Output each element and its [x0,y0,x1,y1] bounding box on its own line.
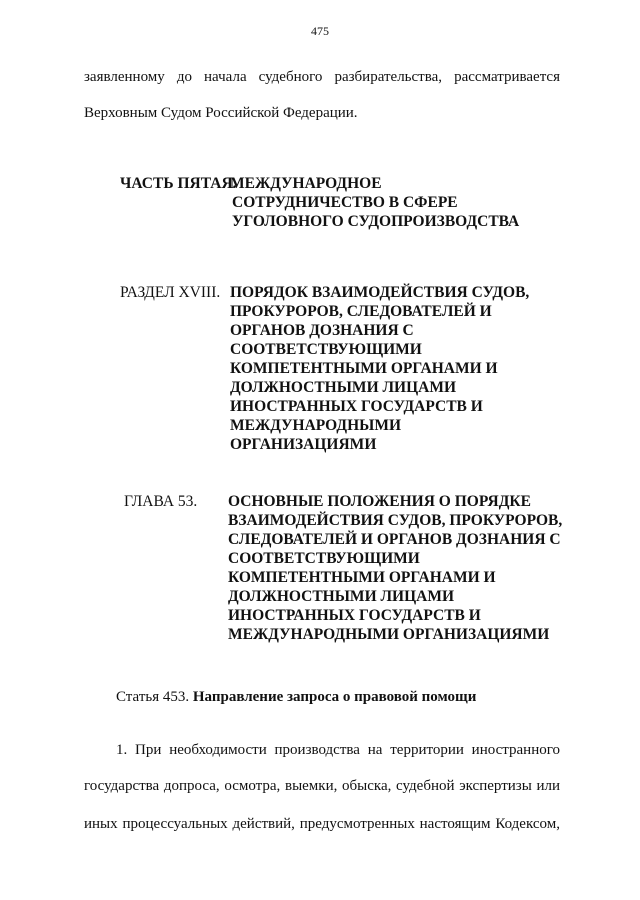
section-title-line: КОМПЕТЕНТНЫМИ ОРГАНАМИ И [230,360,498,377]
chapter-title [228,492,562,644]
chapter-title-line: ДОЛЖНОСТНЫМИ ЛИЦАМИ [228,588,455,605]
article-heading [116,688,476,706]
intro-line-1: заявленному до начала судебного разбирательства, рассматривается [84,69,560,85]
section-title-line: ОРГАНОВ ДОЗНАНИЯ С [230,322,414,339]
page-number: 475 [311,24,329,38]
section-title-line: ИНОСТРАННЫХ ГОСУДАРСТВ И [230,398,483,415]
chapter-label: ГЛАВА 53. [124,493,198,510]
chapter-title-line: СЛЕДОВАТЕЛЕЙ И ОРГАНОВ ДОЗНАНИЯ С [228,531,561,548]
paragraph-line-2: государства допроса, осмотра, выемки, обыска, судебной экспертизы или [84,778,560,794]
section-title-line: МЕЖДУНАРОДНЫМИ [230,417,402,434]
chapter-title-line: ИНОСТРАННЫХ ГОСУДАРСТВ И [228,607,481,624]
chapter-title-line: ОСНОВНЫЕ ПОЛОЖЕНИЯ О ПОРЯДКЕ [228,493,531,510]
chapter-title-line: СООТВЕТСТВУЮЩИМИ [228,550,420,567]
chapter-title-line: ВЗАИМОДЕЙСТВИЯ СУДОВ, ПРОКУРОРОВ, [228,512,563,529]
part-label: ЧАСТЬ ПЯТАЯ. [120,175,237,192]
chapter-title-line: МЕЖДУНАРОДНЫМИ ОРГАНИЗАЦИЯМИ [228,626,550,643]
section-label: РАЗДЕЛ XVIII. [120,284,221,301]
intro-line-2: Верховным Судом Российской Федерации. [84,105,358,121]
chapter-heading [0,492,640,648]
section-title-line: СООТВЕТСТВУЮЩИМИ [230,341,422,358]
section-title-line: ОРГАНИЗАЦИЯМИ [230,436,377,453]
article-title: Направление запроса о правовой помощи [192,689,477,705]
part-heading [0,174,640,234]
section-title-line: ДОЛЖНОСТНЫМИ ЛИЦАМИ [230,379,457,396]
article-label: Статья 453. [116,689,190,705]
part-title-line-2: СОТРУДНИЧЕСТВО В СФЕРЕ [232,194,458,211]
part-title-line-3: УГОЛОВНОГО СУДОПРОИЗВОДСТВА [232,213,520,230]
section-title [230,283,529,454]
section-title-line: ПОРЯДОК ВЗАИМОДЕЙСТВИЯ СУДОВ, [230,284,530,301]
paragraph-line-3: иных процессуальных действий, предусмотренных настоящим Кодексом, [84,816,560,832]
section-title-line: ПРОКУРОРОВ, СЛЕДОВАТЕЛЕЙ И [230,303,492,320]
part-title-line-1: МЕЖДУНАРОДНОЕ [230,175,382,192]
paragraph-line-1: 1. При необходимости производства на территории иностранного [116,742,560,758]
chapter-title-line: КОМПЕТЕНТНЫМИ ОРГАНАМИ И [228,569,496,586]
section-heading [0,283,640,459]
